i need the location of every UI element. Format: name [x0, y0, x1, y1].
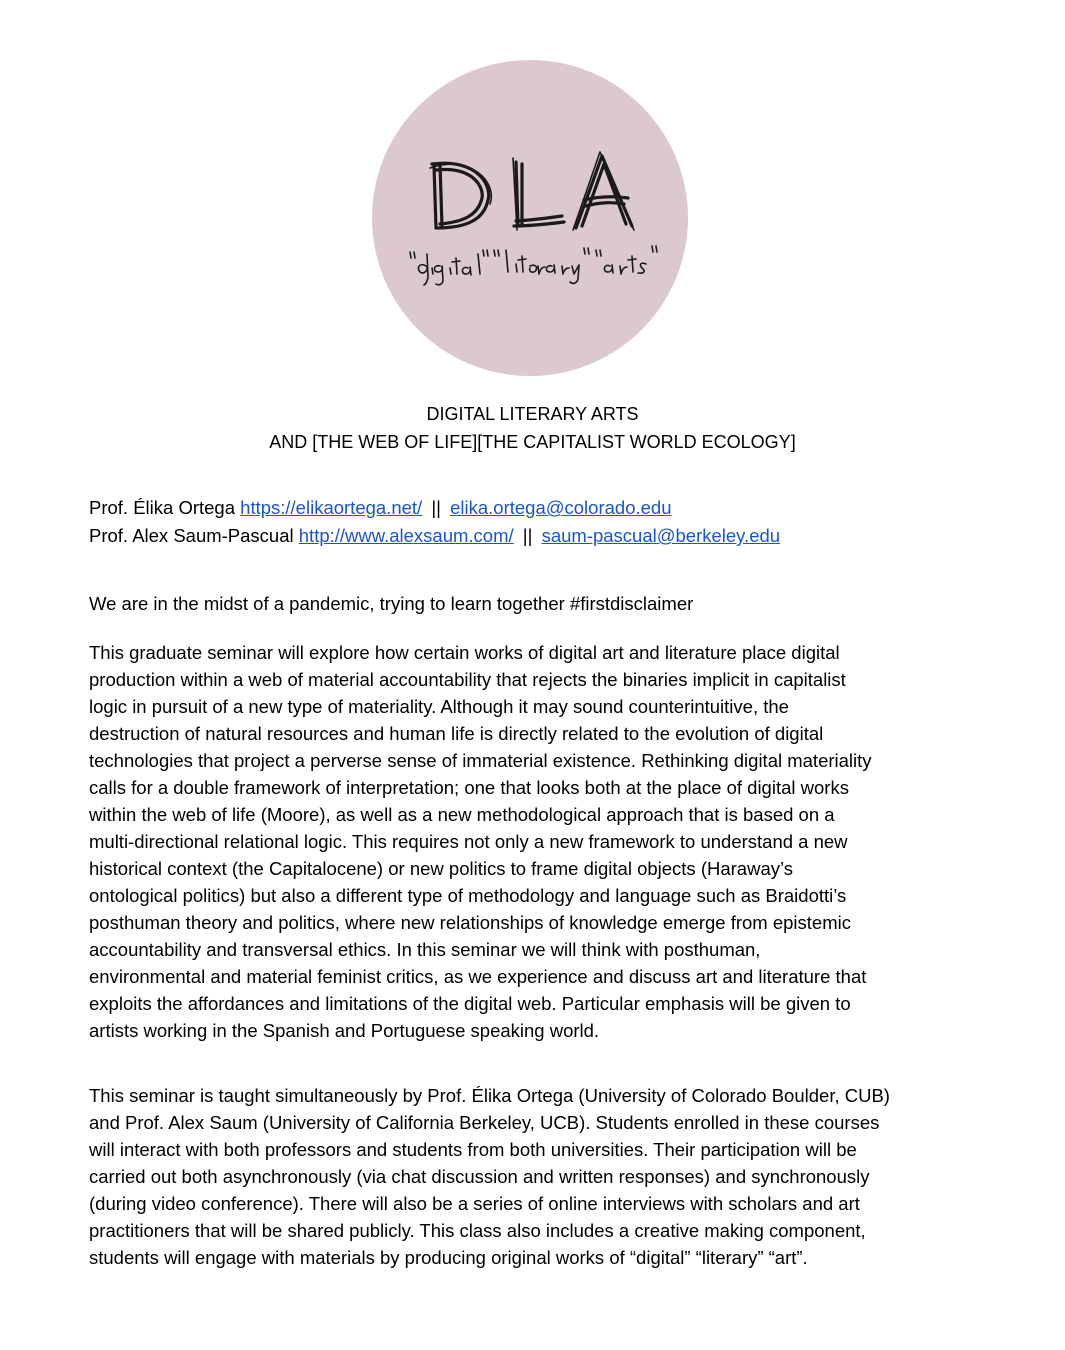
contact-row-saum-pascual	[89, 522, 989, 550]
paragraph-line: (during video conference). There will also be a series of online interviews with scholars and art	[89, 1193, 860, 1214]
paragraph-line: students will engage with materials by producing original works of “digital” “literary” “art”.	[89, 1247, 808, 1268]
paragraph-line: will interact with both professors and students from both universities. Their participation will be	[89, 1139, 857, 1160]
paragraph-line: This graduate seminar will explore how certain works of digital art and literature place digital	[89, 642, 840, 663]
paragraph-line: accountability and transversal ethics. In this seminar we will think with posthuman,	[89, 939, 761, 960]
email-link[interactable]: saum-pascual@berkeley.edu	[541, 525, 781, 546]
course-title-line-2: AND [THE WEB OF LIFE][THE CAPITALIST WORLD ECOLOGY]	[269, 432, 796, 452]
paragraph-line: posthuman theory and politics, where new relationships of knowledge emerge from epistemic	[89, 912, 851, 933]
paragraph-line: We are in the midst of a pandemic, trying to learn together #firstdisclaimer	[89, 593, 694, 614]
paragraph-line: exploits the affordances and limitations of the digital web. Particular emphasis will be given to	[89, 993, 851, 1014]
instructor-name: Prof. Alex Saum-Pascual	[89, 525, 294, 546]
website-link[interactable]: https://elikaortega.net/	[240, 497, 423, 518]
paragraph-line: destruction of natural resources and human life is directly related to the evolution of digital	[89, 723, 824, 744]
paragraph-line: calls for a double framework of interpretation; one that looks both at the place of digital works	[89, 777, 849, 798]
website-link[interactable]: http://www.alexsaum.com/	[298, 525, 514, 546]
paragraph-line: carried out both asynchronously (via chat discussion and written responses) and synchronously	[89, 1166, 870, 1187]
logo-circle	[372, 60, 688, 376]
paragraph-line: environmental and material feminist critics, as we experience and discuss art and literature that	[89, 966, 867, 987]
paragraph-line: multi-directional relational logic. This requires not only a new framework to understand a new	[89, 831, 848, 852]
disclaimer-paragraph	[89, 590, 989, 617]
paragraph-line: ontological politics) but also a different type of methodology and language such as Braidotti’s	[89, 885, 847, 906]
contact-row-ortega	[89, 494, 989, 522]
instructor-name: Prof. Élika Ortega	[89, 497, 236, 518]
dla-logo-graphic	[370, 58, 690, 378]
email-link[interactable]: elika.ortega@colorado.edu	[450, 497, 672, 518]
course-title	[0, 400, 1065, 456]
paragraph-line: practitioners that will be shared publicly. This class also includes a creative making component,	[89, 1220, 866, 1241]
separator: ||	[522, 525, 533, 546]
separator: ||	[431, 497, 441, 518]
seminar-description-paragraph	[89, 639, 989, 1044]
paragraph-line: This seminar is taught simultaneously by Prof. Élika Ortega (University of Colorado Boulder, CUB)	[89, 1085, 890, 1106]
paragraph-line: production within a web of material accountability that rejects the binaries implicit in capitalist	[89, 669, 846, 690]
paragraph-line: historical context (the Capitalocene) or new politics to frame digital objects (Haraway’s	[89, 858, 794, 879]
paragraph-line: and Prof. Alex Saum (University of California Berkeley, UCB). Students enrolled in these courses	[89, 1112, 880, 1133]
paragraph-line: logic in pursuit of a new type of materiality. Although it may sound counterintuitive, the	[89, 696, 789, 717]
paragraph-line: technologies that project a perverse sense of immaterial existence. Rethinking digital materiality	[89, 750, 872, 771]
teaching-format-paragraph	[89, 1082, 989, 1271]
instructor-contacts	[89, 494, 989, 550]
dla-logo	[370, 58, 690, 378]
paragraph-line: artists working in the Spanish and Portuguese speaking world.	[89, 1020, 600, 1041]
paragraph-line: within the web of life (Moore), as well as a new methodological approach that is based on a	[89, 804, 835, 825]
course-title-line-1: DIGITAL LITERARY ARTS	[426, 404, 639, 424]
